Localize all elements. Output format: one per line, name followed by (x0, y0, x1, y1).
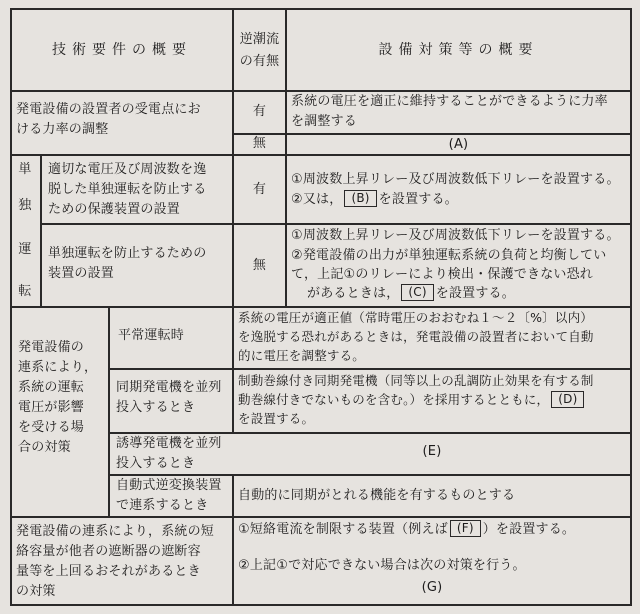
answer-box-c: (C) (401, 284, 433, 301)
answer-box-d: (D) (551, 391, 584, 408)
voltage-group-line1: 発電設備の (18, 340, 85, 355)
isl1-measure-2-post: を設置する。 (378, 192, 458, 207)
rule (10, 8, 632, 10)
sc-requirement-line4: の対策 (16, 584, 56, 599)
header-reverse-flow-line1: 逆潮流 (239, 32, 280, 47)
rule (40, 154, 42, 306)
rule (630, 8, 632, 606)
answer-box-f: (F) (450, 520, 481, 537)
pf-yes-line1: 系統の電圧を適正に維持することができるように力率 (291, 94, 608, 109)
rule (10, 8, 12, 606)
inverter-text: 自動的に同期がとれる機能を有するものとする (238, 488, 516, 503)
normal-line2: を逸脱する恐れがあるときは，発電設備の設置者において自動 (238, 329, 594, 344)
induction-label-line1: 誘導発電機を並列 (116, 436, 222, 451)
isl2-requirement-line2: 装置の設置 (48, 266, 115, 281)
isl2-requirement-line1: 単独運転を防止するための (48, 246, 207, 261)
normal-line1: 系統の電圧が適正値（常時電圧のおおむね１～２〔%〕以内） (238, 310, 593, 325)
pf-answer-a: (A) (448, 137, 469, 152)
normal-line3: 的に電圧を調整する。 (238, 348, 366, 363)
answer-box-b: (B) (344, 190, 376, 207)
isl1-requirement-line3: ための保護装置の設置 (48, 202, 181, 217)
voltage-group-line2: 連系により， (18, 360, 98, 375)
voltage-group-line4: 電圧が影響 (18, 400, 85, 415)
islanding-label-char2: 独 (18, 198, 32, 213)
sc-requirement-line3: 量等を上回るおそれがあるとき (16, 564, 201, 579)
pf-flow-yes: 有 (252, 104, 267, 119)
inverter-label-line1: 自動式逆変換装置 (116, 478, 222, 493)
isl2-measure-3: て，上記①のリレーにより検出・保護できない恐れ (291, 267, 593, 282)
isl2-measure-4 (307, 284, 515, 304)
voltage-group-line3: 系統の運転 (18, 380, 85, 395)
rule (110, 368, 632, 370)
isl1-measure-1: ①周波数上昇リレー及び周波数低下リレーを設置する。 (291, 172, 620, 187)
pf-flow-no: 無 (252, 136, 267, 151)
induction-label-line2: 投入するとき (116, 456, 196, 471)
isl2-flow-no: 無 (252, 258, 267, 273)
voltage-group-line5: を受ける場 (18, 420, 85, 435)
rule (232, 306, 234, 368)
rule (10, 516, 632, 518)
rule (232, 474, 234, 516)
rule (232, 368, 234, 432)
sync-line3: を設置する。 (238, 411, 315, 426)
sync-line2-pre: 動巻線付きでないものを含む。）を採用するとともに， (238, 392, 550, 407)
sc-measure-1-post: ）を設置する。 (482, 522, 576, 537)
islanding-label-char3: 運 (18, 242, 32, 257)
sc-requirement-line2: 絡容量が他者の遮断器の遮断容 (16, 544, 201, 559)
rule (108, 306, 110, 516)
sc-requirement-line1: 発電設備の連系により，系統の短 (16, 524, 215, 539)
isl1-measure-2-pre: ②又は， (291, 192, 343, 207)
sc-measure-1-pre: ①短絡電流を制限する装置（例えば (238, 522, 448, 537)
header-requirement: 技術要件の概要 (52, 42, 192, 58)
voltage-group-line6: 合の対策 (18, 440, 71, 455)
isl1-measure-2 (291, 190, 458, 210)
sync-line2 (238, 390, 586, 410)
header-reverse-flow-line2: の有無 (239, 54, 280, 69)
isl2-measure-4-pre: があるときは， (307, 286, 400, 301)
sync-label-line1: 同期発電機を並列 (116, 380, 222, 395)
sc-measure-1 (238, 520, 575, 540)
answer-g: (G) (421, 580, 443, 595)
islanding-label-char1: 単 (18, 162, 32, 177)
normal-operation-label: 平常運転時 (118, 328, 185, 343)
pf-requirement-line2: ける力率の調整 (16, 122, 109, 137)
isl2-measure-4-post: を設置する。 (435, 286, 515, 301)
sync-line1: 制動巻線付き同期発電機（同等以上の乱調防止効果を有する制 (238, 373, 594, 388)
pf-requirement-line1: 発電設備の設置者の受電点にお (16, 102, 201, 117)
isl1-flow-yes: 有 (252, 182, 267, 197)
rule (10, 604, 632, 606)
isl2-measure-2: ②発電設備の出力が単独運転系統の負荷と均衡してい (291, 248, 607, 263)
pf-yes-line2: を調整する (291, 114, 358, 129)
isl2-measure-1: ①周波数上昇リレー及び周波数低下リレーを設置する。 (291, 228, 620, 243)
rule (40, 223, 632, 225)
islanding-label-char4: 転 (18, 284, 32, 299)
isl1-requirement-line2: 脱した単独運転を防止する (48, 182, 207, 197)
sync-label-line2: 投入するとき (116, 400, 196, 415)
answer-e: (E) (422, 444, 442, 459)
inverter-label-line2: で連系するとき (116, 498, 209, 513)
header-measures: 設備対策等の概要 (378, 42, 539, 58)
sc-measure-2: ②上記①で対応できない場合は次の対策を行う。 (238, 558, 526, 573)
isl1-requirement-line1: 適切な電圧及び周波数を逸 (48, 162, 207, 177)
